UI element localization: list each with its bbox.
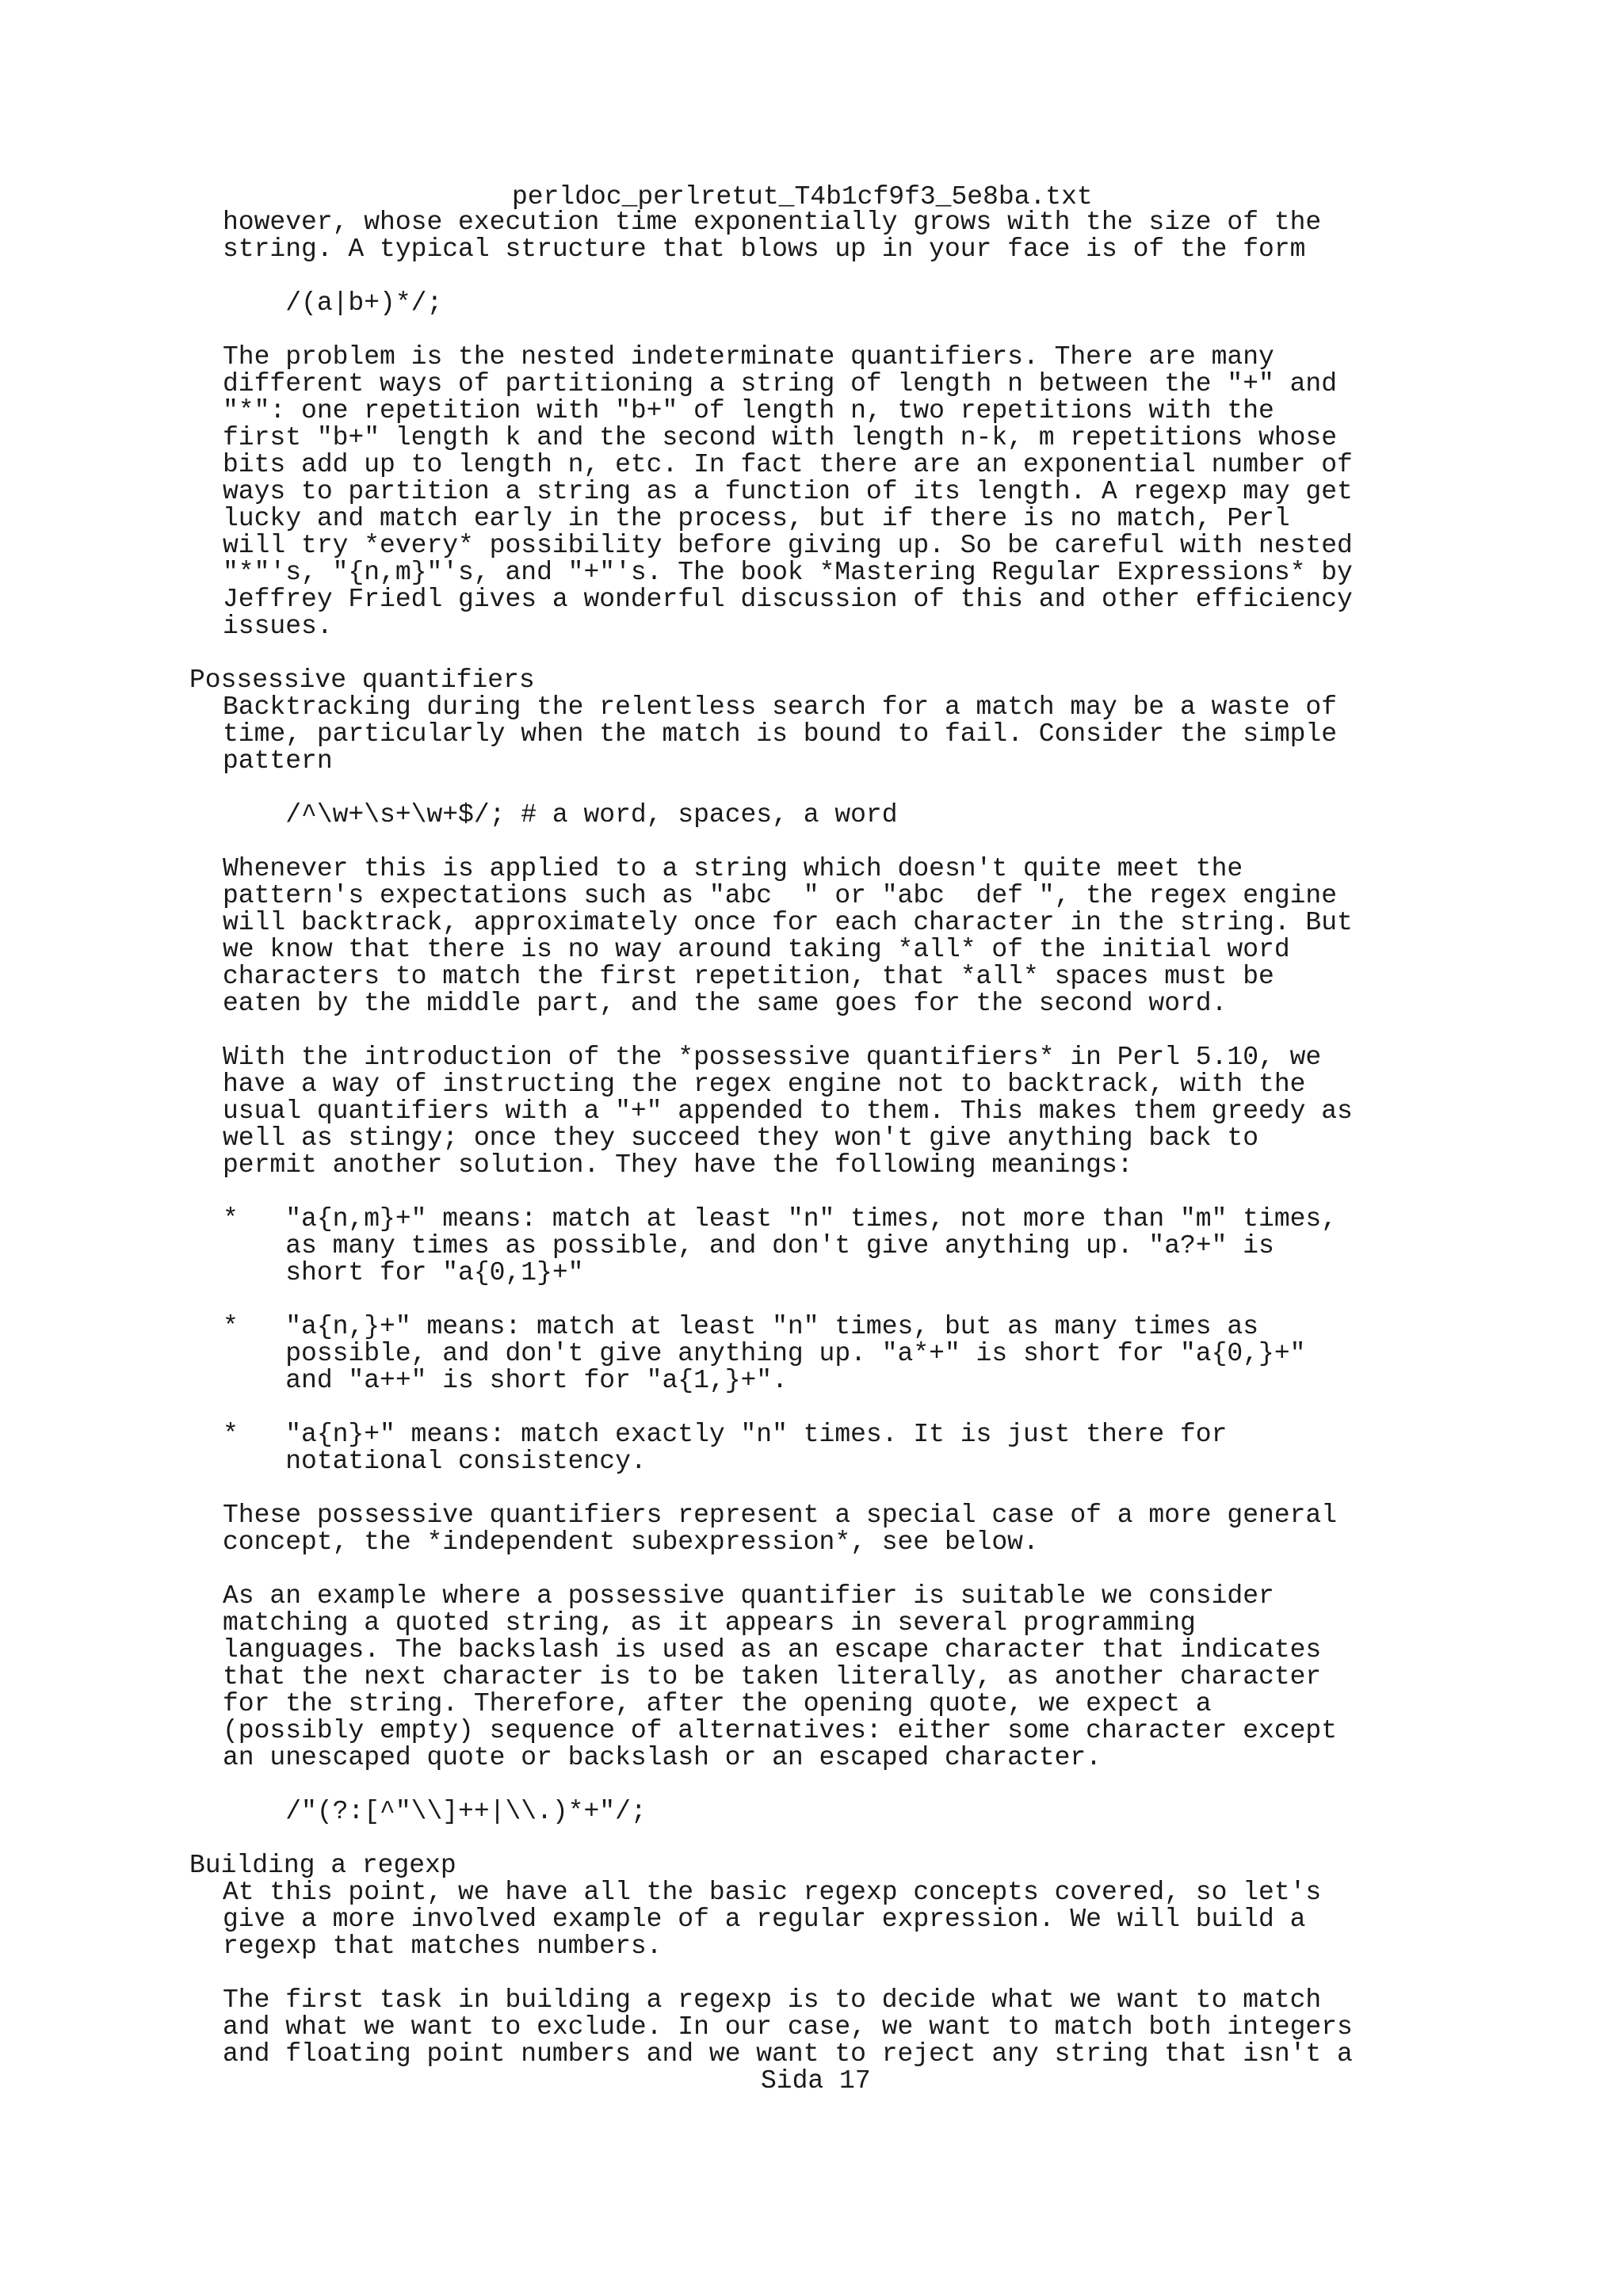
text-line: matching a quoted string, as it appears in several programming [223,1608,1196,1638]
text-line: notational consistency. [223,1447,647,1476]
text-line: pattern [223,746,333,776]
text-line: that the next character is to be taken literally, as another character [223,1662,1322,1691]
text-line: languages. The backslash is used as an escape character that indicates [223,1635,1322,1665]
text-line: well as stingy; once they succeed they won't give anything back to [223,1123,1259,1153]
text-line: string. A typical structure that blows up in your face is of the form [223,235,1306,264]
text-line: possible, and don't give anything up. "a*+" is short for "a{0,}+" [223,1339,1306,1368]
text-line: issues. [223,612,333,641]
text-line: "*"'s, "{n,m}"'s, and "+"'s. The book *Mastering Regular Expressions* by [223,558,1353,587]
text-line: Backtracking during the relentless search for a match may be a waste of [223,692,1338,722]
text-line: /"(?:[^"\\]++|\\.)*+"/; [223,1797,647,1826]
text-line: * "a{n,}+" means: match at least "n" times, but as many times as [223,1312,1259,1341]
text-line: eaten by the middle part, and the same goes for the second word. [223,989,1228,1018]
text-line: and "a++" is short for "a{1,}+". [223,1366,788,1395]
text-line: /(a|b+)*/; [223,288,443,318]
text-line: As an example where a possessive quantifier is suitable we consider [223,1581,1274,1611]
page-header-filename: perldoc_perlretut_T4b1cf9f3_5e8ba.txt [512,182,1093,212]
text-line: "*": one repetition with "b+" of length n, two repetitions with the [223,396,1274,425]
text-line: short for "a{0,1}+" [223,1258,584,1287]
text-line: time, particularly when the match is bound to fail. Consider the simple [223,719,1338,749]
text-line: Jeffrey Friedl gives a wonderful discussion of this and other efficiency [223,585,1353,614]
text-line: an unescaped quote or backslash or an escaped character. [223,1743,1102,1772]
text-line: for the string. Therefore, after the opening quote, we expect a [223,1689,1212,1718]
text-line: pattern's expectations such as "abc " or "abc def ", the regex engine [223,881,1338,910]
text-line: With the introduction of the *possessive quantifiers* in Perl 5.10, we [223,1043,1322,1072]
text-line: have a way of instructing the regex engine not to backtrack, with the [223,1070,1306,1099]
text-line: lucky and match early in the process, but if there is no match, Perl [223,504,1290,533]
text-line: These possessive quantifiers represent a special case of a more general [223,1501,1338,1530]
text-line: permit another solution. They have the following meanings: [223,1150,1133,1180]
text-line: /^\w+\s+\w+$/; # a word, spaces, a word [223,800,898,830]
text-line: different ways of partitioning a string of length n between the "+" and [223,369,1338,399]
text-line: regexp that matches numbers. [223,1932,663,1961]
text-line: characters to match the first repetition, that *all* spaces must be [223,962,1274,991]
text-line: as many times as possible, and don't give anything up. "a?+" is [223,1231,1274,1261]
text-line: first "b+" length k and the second with length n-k, m repetitions whose [223,423,1338,452]
text-line: and floating point numbers and we want to reject any string that isn't a [223,2039,1353,2069]
text-line: we know that there is no way around taking *all* of the initial word [223,935,1290,964]
text-line: bits add up to length n, etc. In fact there are an exponential number of [223,450,1353,479]
text-line: give a more involved example of a regular expression. We will build a [223,1905,1306,1934]
text-line: usual quantifiers with a "+" appended to them. This makes them greedy as [223,1097,1353,1126]
text-line: however, whose execution time exponentially grows with the size of the [223,208,1322,237]
text-line: and what we want to exclude. In our case, we want to match both integers [223,2012,1353,2042]
text-line: (possibly empty) sequence of alternatives: either some character except [223,1716,1338,1745]
page-footer-page-number: Sida 17 [761,2066,871,2096]
text-line: * "a{n,m}+" means: match at least "n" times, not more than "m" times, [223,1204,1338,1234]
text-line: ways to partition a string as a function of its length. A regexp may get [223,477,1353,506]
text-line: The first task in building a regexp is to decide what we want to match [223,1985,1322,2015]
text-line: * "a{n}+" means: match exactly "n" times. It is just there for [223,1420,1228,1449]
text-line: will try *every* possibility before giving up. So be careful with nested [223,531,1353,560]
text-line: The problem is the nested indeterminate quantifiers. There are many [223,342,1274,372]
text-line: Whenever this is applied to a string which doesn't quite meet the [223,854,1243,883]
text-line: At this point, we have all the basic regexp concepts covered, so let's [223,1878,1322,1907]
text-line: will backtrack, approximately once for each character in the string. But [223,908,1353,937]
text-line: concept, the *independent subexpression*, see below. [223,1527,1039,1557]
section-heading: Building a regexp [189,1851,456,1880]
section-heading: Possessive quantifiers [189,666,535,695]
